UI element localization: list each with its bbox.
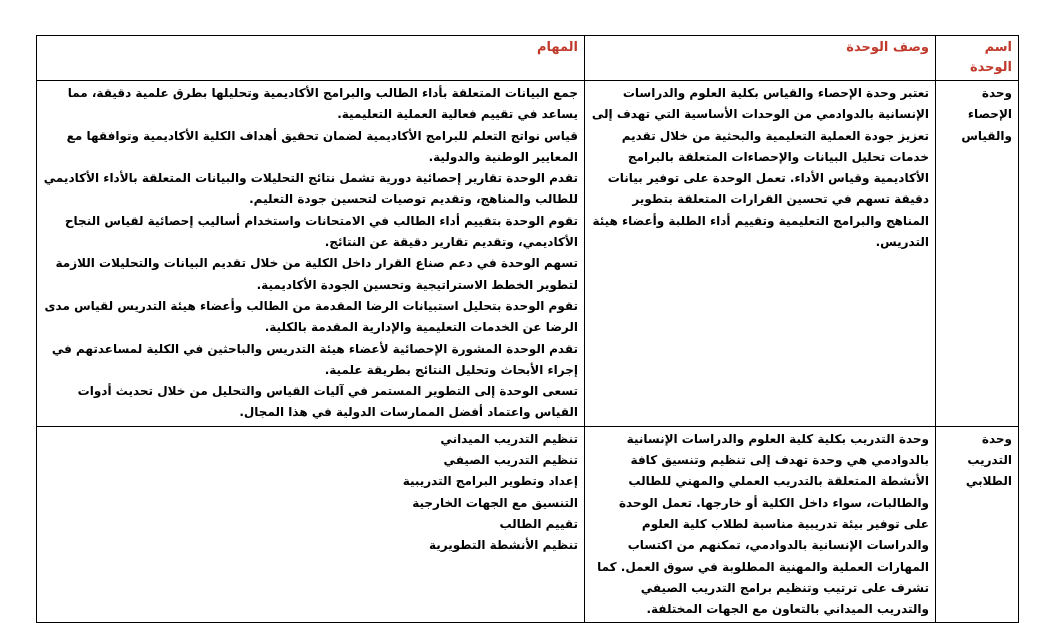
task-item: تنظيم التدريب الصيفي (443, 453, 578, 468)
table-row (37, 81, 1019, 427)
task-item: تنظيم الأنشطة التطويرية (429, 538, 578, 553)
task-item: تقييم الطالب (499, 516, 578, 531)
task-item: التنسيق مع الجهات الخارجية (412, 495, 578, 510)
task-item: تسهم الوحدة في دعم صناع القرار داخل الكلية من خلال تقديم البيانات والتحليلات اللازمة لتطوير الخطط الاستراتيجية وتحسين الجودة الأكاديمية. (55, 256, 578, 292)
task-item: تقدم الوحدة المشورة الإحصائية لأعضاء هيئة التدريس والباحثين في الكلية لمساعدتهم في إجراء الأبحاث وتحليل النتائج بطريقة علمية. (51, 341, 578, 377)
task-item: قياس نواتج التعلم للبرامج الأكاديمية لضمان تحقيق أهداف الكلية الأكاديمية وتوافقها مع المعايير الوطنية والدولية. (66, 128, 578, 164)
table-header-row (37, 36, 1019, 81)
unit-description-cell: تعتبر وحدة الإحصاء والقياس بكلية العلوم والدراسات الإنسانية بالدوادمي من الوحدات الأساسية التي تهدف إلى تعزيز جودة العملية التعليمية والبحثية من خلال تقديم خدمات تحليل البيانات والإحصاءات المتعلقة بالبرامج الأكاديمية وقياس الأداء. تعمل الوحدة على توفير بيانات دقيقة تسهم في تحسين القرارات المتعلقة بتطوير المناهج والبرامج التعليمية وتقييم أداء الطلبة وأعضاء هيئة التدريس. (585, 81, 936, 427)
unit-name-cell: وحدة التدريب الطلابي (936, 426, 1019, 623)
unit-name-cell: وحدة الإحصاء والقياس (936, 81, 1019, 427)
task-item: تنظيم التدريب الميداني (440, 431, 578, 446)
tasks-cell (37, 426, 585, 623)
task-item: تقدم الوحدة تقارير إحصائية دورية تشمل نتائج التحليلات والبيانات المتعلقة بالأداء الأكاديمي للطالب والمناهج، وتقديم توصيات لتحسين جودة التعليم. (43, 171, 578, 207)
task-item: إعداد وتطوير البرامج التدريبية (402, 474, 578, 489)
tasks-cell (37, 81, 585, 427)
units-table (36, 35, 1019, 623)
header-tasks: المهام (37, 36, 585, 81)
unit-description-cell: وحدة التدريب بكلية كلية العلوم والدراسات الإنسانية بالدوادمي هي وحدة تهدف إلى تنظيم وتنسيق كافة الأنشطة المتعلقة بالتدريب العملي والمهني للطالب والطالبات، سواء داخل الكلية أو خارجها. تعمل الوحدة على توفير بيئة تدريبية مناسبة لطلاب كلية العلوم والدراسات الإنسانية بالدوادمي، تمكنهم من اكتساب المهارات العملية والمهنية المطلوبة في سوق العمل. كما تشرف على ترتيب وتنظيم برامج التدريب الصيفي والتدريب الميداني بالتعاون مع الجهات المختلفة. (585, 426, 936, 623)
task-item: جمع البيانات المتعلقة بأداء الطالب والبرامج الأكاديمية وتحليلها بطرق علمية دقيقة، مما يساعد في تقييم فعالية العملية التعليمية. (67, 86, 578, 122)
table-row (37, 426, 1019, 623)
header-unit-description: وصف الوحدة (585, 36, 936, 81)
task-item: تقوم الوحدة بتقييم أداء الطالب في الامتحانات واستخدام أساليب إحصائية لقياس النجاح الأكاديمي، وتقديم تقارير دقيقة عن النتائج. (64, 213, 578, 250)
task-item: تقوم الوحدة بتحليل استبيانات الرضا المقدمة من الطالب وأعضاء هيئة التدريس لقياس مدى الرضا عن الخدمات التعليمية والإدارية المقدمة بالكلية. (44, 298, 578, 335)
header-unit-name: اسم الوحدة (936, 36, 1019, 81)
task-item: تسعى الوحدة إلى التطوير المستمر في آليات القياس والتحليل من خلال تحديث أدوات القياس واعتماد أفضل الممارسات الدولية في هذا المجال. (77, 384, 578, 420)
